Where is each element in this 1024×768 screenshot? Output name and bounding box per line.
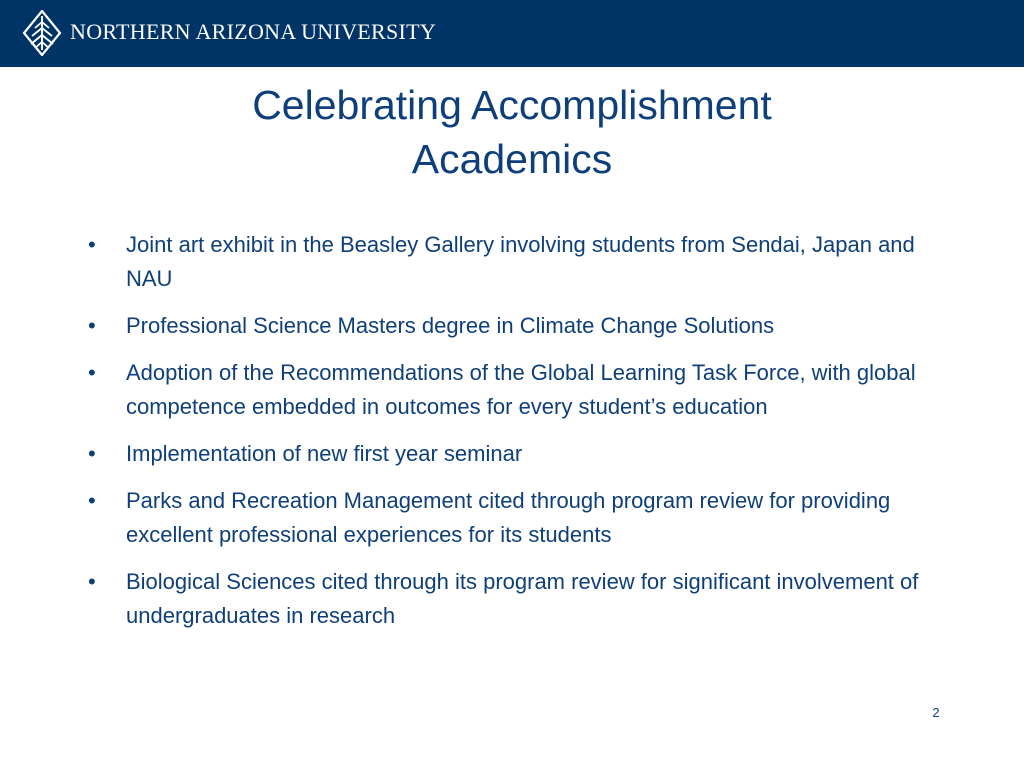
slide-title [0,78,1024,186]
bullet-text: Parks and Recreation Management cited through program review for providing excellent professional experiences for its students [126,488,891,547]
bullet-text: Biological Sciences cited through its program review for significant involvement of undergraduates in research [126,569,919,628]
slide-title-line-2: Academics [411,136,613,182]
bullet-item [88,228,948,296]
bullet-dot-icon: • [88,232,96,257]
bullet-item [88,309,948,343]
bullet-item [88,565,948,633]
bullet-item [88,356,948,424]
pine-tree-logo-icon [22,10,62,56]
bullet-dot-icon: • [88,569,96,594]
bullet-list [88,228,948,646]
university-wordmark: NORTHERN ARIZONA UNIVERSITY [70,19,437,44]
bullet-dot-icon: • [88,313,96,338]
bullet-text: Professional Science Masters degree in Climate Change Solutions [126,313,775,338]
bullet-dot-icon: • [88,488,96,513]
bullet-text: Joint art exhibit in the Beasley Gallery involving students from Sendai, Japan and NAU [126,232,915,291]
bullet-text: Adoption of the Recommendations of the Global Learning Task Force, with global competence embedded in outcomes for every student’s education [126,360,916,419]
bullet-item [88,437,948,471]
bullet-item [88,484,948,552]
bullet-text: Implementation of new first year seminar [126,441,523,466]
header-bar [0,0,1024,67]
slide-title-line-1: Celebrating Accomplishment [252,82,772,128]
page-number: 2 [932,705,940,720]
bullet-dot-icon: • [88,441,96,466]
bullet-dot-icon: • [88,360,96,385]
